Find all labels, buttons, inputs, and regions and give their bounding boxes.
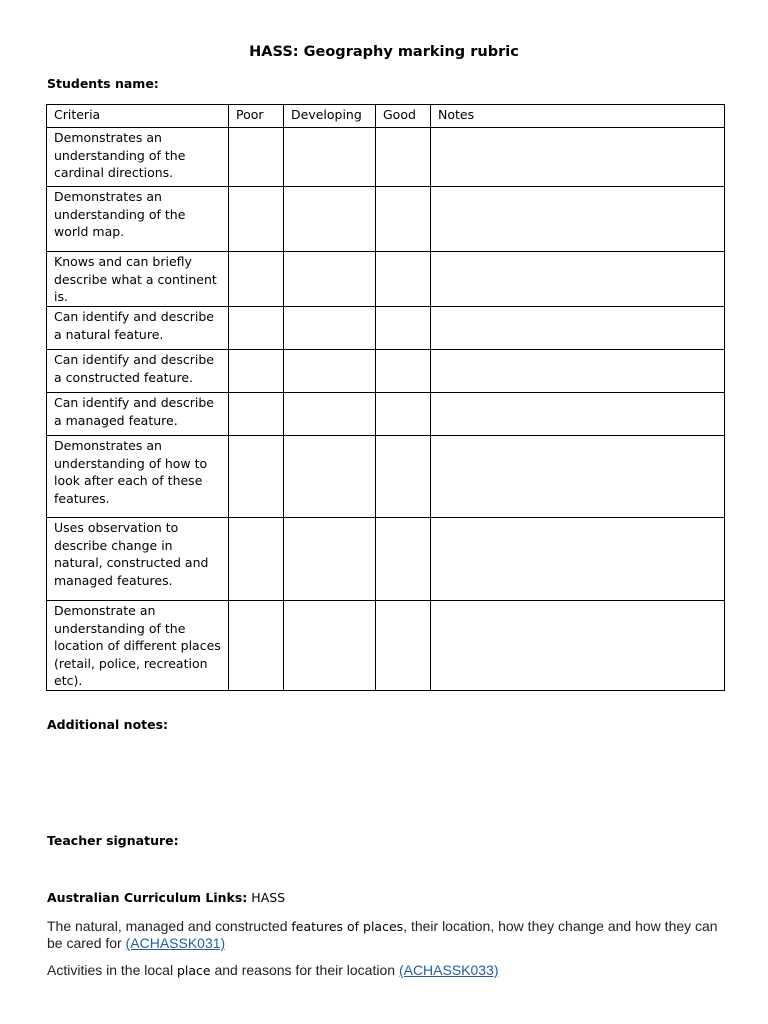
para1-emphasis: features of places — [291, 919, 404, 934]
notes-cell — [431, 307, 725, 350]
notes-cell — [431, 601, 725, 691]
good-cell — [376, 350, 431, 393]
curriculum-links-label: Australian Curriculum Links: — [47, 890, 248, 905]
table-row — [47, 350, 725, 393]
para2-text-before: Activities in the local — [47, 962, 177, 978]
header-developing: Developing — [284, 105, 376, 128]
criteria-cell: Demonstrates an understanding of how to look after each of these features. — [47, 436, 229, 518]
criteria-cell: Can identify and describe a managed feature. — [47, 393, 229, 436]
notes-cell — [431, 350, 725, 393]
table-row — [47, 128, 725, 187]
para2-text-after: and reasons for their location — [210, 962, 399, 978]
good-cell — [376, 307, 431, 350]
table-row — [47, 518, 725, 601]
poor-cell — [229, 128, 284, 187]
poor-cell — [229, 518, 284, 601]
notes-cell — [431, 518, 725, 601]
good-cell — [376, 187, 431, 252]
developing-cell — [284, 393, 376, 436]
table-row — [47, 187, 725, 252]
developing-cell — [284, 128, 376, 187]
notes-cell — [431, 436, 725, 518]
poor-cell — [229, 350, 284, 393]
notes-cell — [431, 393, 725, 436]
header-good: Good — [376, 105, 431, 128]
achassk031-link[interactable]: (ACHASSK031) — [125, 935, 226, 951]
criteria-cell: Can identify and describe a constructed feature. — [47, 350, 229, 393]
poor-cell — [229, 436, 284, 518]
poor-cell — [229, 307, 284, 350]
good-cell — [376, 436, 431, 518]
header-criteria: Criteria — [47, 105, 229, 128]
developing-cell — [284, 601, 376, 691]
header-poor: Poor — [229, 105, 284, 128]
criteria-cell: Demonstrate an understanding of the location of different places (retail, police, recreation etc). — [47, 601, 229, 691]
notes-cell — [431, 128, 725, 187]
good-cell — [376, 252, 431, 307]
curriculum-paragraph-2 — [47, 962, 737, 979]
curriculum-subject: HASS — [251, 890, 286, 905]
para1-text-after: , their location, how they change and how they can be cared for — [47, 918, 718, 951]
poor-cell — [229, 187, 284, 252]
developing-cell — [284, 187, 376, 252]
achassk033-link[interactable]: (ACHASSK033) — [398, 962, 499, 978]
good-cell — [376, 601, 431, 691]
developing-cell — [284, 350, 376, 393]
good-cell — [376, 393, 431, 436]
developing-cell — [284, 518, 376, 601]
criteria-cell: Demonstrates an understanding of the cardinal directions. — [47, 128, 229, 187]
poor-cell — [229, 393, 284, 436]
developing-cell — [284, 436, 376, 518]
page-title: HASS: Geography marking rubric — [249, 44, 519, 60]
curriculum-links-heading — [47, 890, 285, 905]
good-cell — [376, 518, 431, 601]
good-cell — [376, 128, 431, 187]
criteria-cell: Demonstrates an understanding of the world map. — [47, 187, 229, 252]
table-row — [47, 601, 725, 691]
para1-text-before: The natural, managed and constructed — [47, 918, 292, 934]
developing-cell — [284, 252, 376, 307]
curriculum-paragraph-1 — [47, 918, 737, 952]
table-row — [47, 307, 725, 350]
poor-cell — [229, 601, 284, 691]
notes-cell — [431, 187, 725, 252]
rubric-table — [46, 104, 725, 691]
table-row — [47, 393, 725, 436]
developing-cell — [284, 307, 376, 350]
poor-cell — [229, 252, 284, 307]
table-row — [47, 252, 725, 307]
para2-emphasis: place — [176, 963, 211, 978]
table-row — [47, 436, 725, 518]
students-name-label: Students name: — [47, 76, 159, 91]
notes-cell — [431, 252, 725, 307]
criteria-cell: Can identify and describe a natural feature. — [47, 307, 229, 350]
criteria-cell: Uses observation to describe change in natural, constructed and managed features. — [47, 518, 229, 601]
teacher-signature-label: Teacher signature: — [47, 833, 179, 848]
table-header-row — [47, 105, 725, 128]
additional-notes-label: Additional notes: — [47, 717, 169, 732]
criteria-cell: Knows and can briefly describe what a continent is. — [47, 252, 229, 307]
header-notes: Notes — [431, 105, 725, 128]
